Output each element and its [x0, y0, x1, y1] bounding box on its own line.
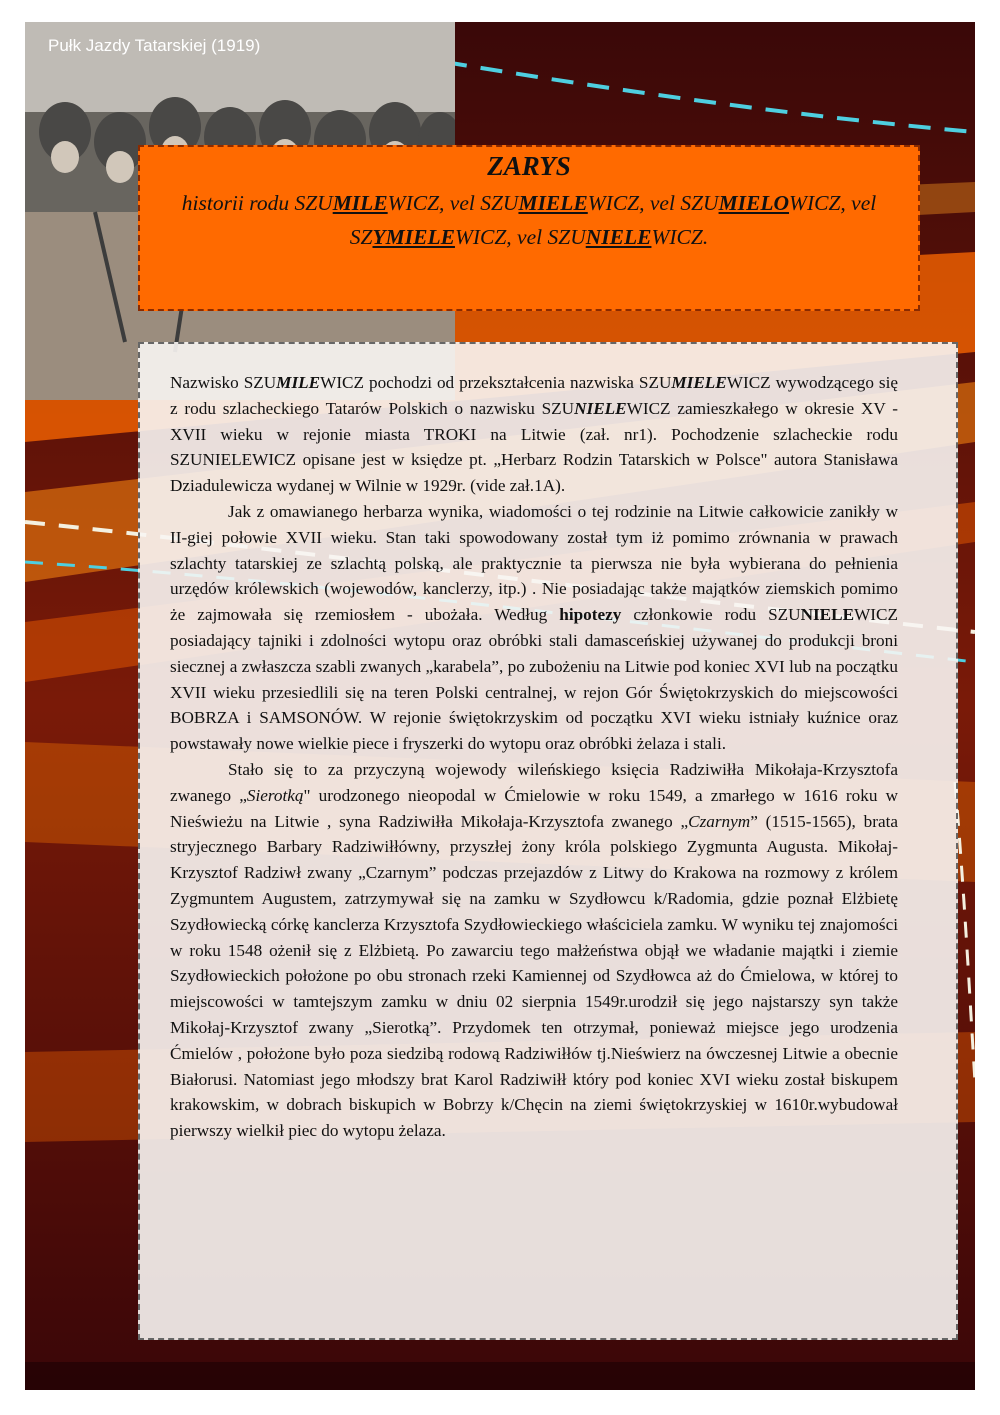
subtitle-highlight: YMIELE: [372, 225, 455, 249]
text-emphasis: NIELE: [800, 605, 855, 625]
text-emphasis: hipotezy: [559, 605, 622, 625]
subtitle-highlight: MIELO: [718, 191, 790, 215]
subtitle-text: WICZ, vel SZU: [387, 191, 519, 215]
subtitle-text: WICZ, vel SZU: [587, 191, 719, 215]
text-run: WICZ wywodzącego się z rodu szlacheckiego Tatarów Polskich o nazwisku SZU: [170, 373, 898, 418]
text-run: Nazwisko SZU: [170, 373, 277, 392]
paragraph-3: [170, 757, 898, 1144]
text-emphasis: MIELE: [671, 373, 727, 392]
paragraph-1: [170, 370, 898, 499]
subtitle-text: WICZ, vel: [789, 191, 877, 215]
text-emphasis: NIELE: [574, 398, 627, 418]
document-subtitle: [150, 186, 908, 254]
text-emphasis: MILE: [276, 373, 321, 392]
subtitle-text: WICZ.: [651, 225, 709, 249]
subtitle-highlight: NIELE: [585, 225, 652, 249]
subtitle-text: historii rodu SZU: [181, 191, 333, 215]
title-box: [138, 145, 920, 311]
subtitle-highlight: MILE: [332, 191, 388, 215]
subtitle-text: SZ: [349, 225, 373, 249]
text-run: " urodzonego nieopodal w Ćmielowie w roku 1549, a zmarłego w 1616 roku w Nieświeżu na Litwie , syna Radziwiłła Mikołaja-Krzysztofa zwanego „: [170, 785, 898, 831]
text-run: Stało się to za przyczyną wojewody wileńskiego księcia Radziwiłła Mikołaja-Krzysztofa zwanego „: [170, 759, 898, 805]
paragraph-2: [170, 499, 898, 757]
text-emphasis: Czarnym: [688, 811, 751, 831]
text-run: Jak z omawianego herbarza wynika, wiadomości o tej rodzinie na Litwie całkowicie zanikły w II-giej połowie XVII wieku. Stan taki spowodowany został tym iż pomimo zrównania w prawach szlachty tatarskiej ze szlachtą polską, ale praktycznie ta pierwsza nie była wybierana do pełnienia urzędów królewskich (wojewodów, kanclerzy, itp.) . Nie posiadając także majątków ziemskich pomimo że zajmowała się rzemiosłem - ubożała. Według: [170, 501, 898, 625]
body-text: [170, 370, 898, 1144]
subtitle-text: WICZ, vel SZU: [454, 225, 586, 249]
document-title: ZARYS: [487, 151, 571, 181]
text-run: ” (1515-1565), brata stryjecznego Barbary Radziwiłłówny, przyszłej żony króla polskiego Zygmunta Augusta. Mikołaj-Krzysztof Radziwł zwany „Czarnym” podczas przejazdów z Litwy do Krakowa na rozmowy z królem Zygmuntem Augustem, zatrzymywał się na zamku w Szydłowcu k/Radomia, gdzie poznał Elżbietę Szydłowiecką córkę kanclerza Krzysztofa Szydłowieckiego właściciela zamku. W wyniku tej znajomości w roku 1548 ożenił się z Elżbietą. Po zawarciu tego małżeństwa objął we władanie majątki i ziemie Szydłowieckich położone po obu stronach rzeki Kamiennej od Szydłowca aż do Ćmielowa, w której to miejscowości w tamtejszym zamku w dniu 02 sierpnia 1549r.urodził się jego najstarszy syn także Mikołaj-Krzysztof zwany „Sierotką”. Przydomek ten otrzymał, ponieważ miejsce jego urodzenia Ćmielów , położone było poza siedzibą rodową Radziwiłłów tj.Nieświerz na ówczesnej Litwie a obecnie Białorusi. Natomiast jego młodszy brat Karol Radziwiłł który pod koniec XVI wieku został biskupem krakowskim, w dobrach biskupich w Bobrzy k/Chęcin na ziemi świętokrzyskiej w 1610r.wybudował pierwszy wielkił piec do wytopu żelaza.: [170, 811, 898, 1141]
text-emphasis: Sierotką: [246, 785, 304, 805]
text-run: WICZ zamieszkałego w okresie XV - XVII wieku w rejonie miasta TROKI na Litwie (zał. nr1). Pochodzenie szlacheckie rodu SZUNIELEWICZ opisane jest w księdze pt. „Herbarz Rodzin Tatarskich w Polsce" autora Stanisława Dziadulewicza wydanej w Wilnie w 1929r. (vide zał.1A).: [170, 398, 898, 496]
text-run: WICZ posiadający tajniki i zdolności wytopu oraz obróbki stali damasceńskiej używanej do produkcji broni siecznej a zwłaszcza szabli zwanych „karabela”, po zubożeniu na Litwie pod koniec XVI lub na początku XVII wieku przesiedlili się na teren Polski centralnej, w rejon Gór Świętokrzyskich do miejscowości BOBRZA i SAMSONÓW. W rejonie świętokrzyskim od początku XVI wieku istniały kuźnice oraz powstawały nowe wielkie piece i fryszerki do wytopu oraz obróbki żelaza i stali.: [170, 605, 898, 754]
photo-caption: Pułk Jazdy Tatarskiej (1919): [48, 36, 261, 55]
text-run: WICZ pochodzi od przekształcenia nazwiska SZU: [320, 373, 672, 392]
text-run: członkowie rodu SZU: [621, 605, 801, 625]
subtitle-highlight: MIELE: [518, 191, 588, 215]
